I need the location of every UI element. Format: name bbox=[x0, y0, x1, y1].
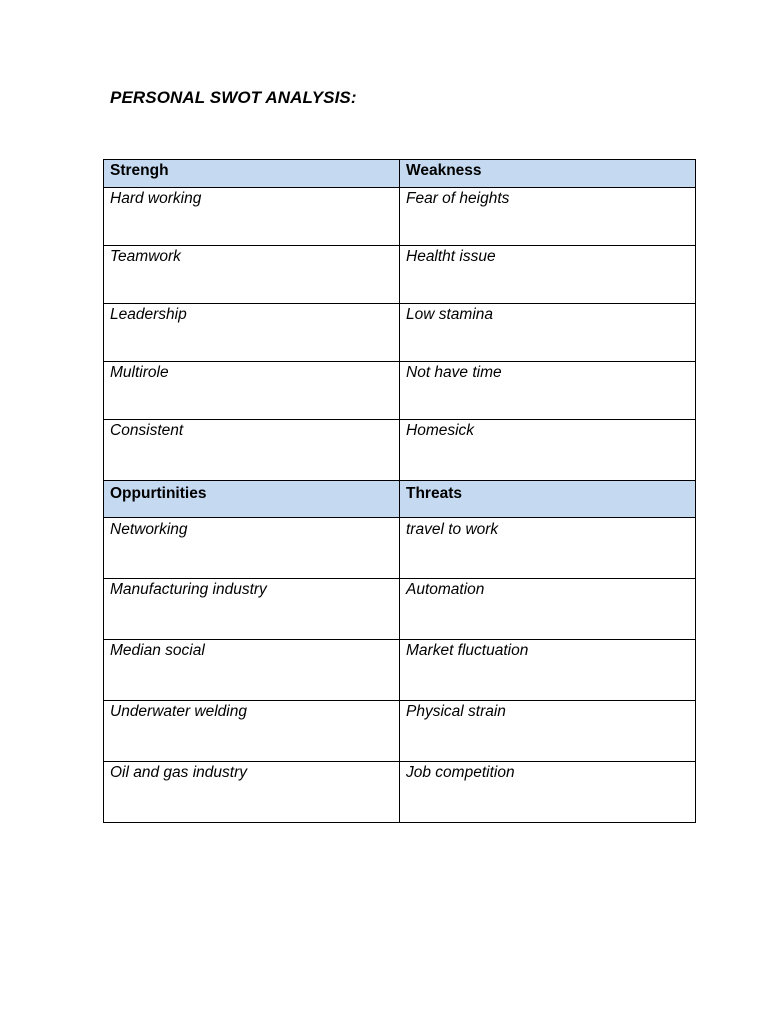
strength-header: Strengh bbox=[104, 160, 400, 188]
page-title: PERSONAL SWOT ANALYSIS: bbox=[110, 88, 357, 107]
threats-header: Threats bbox=[400, 481, 696, 518]
weakness-cell: Homesick bbox=[400, 420, 696, 481]
table-row bbox=[104, 579, 696, 640]
opportunity-cell: Median social bbox=[104, 640, 400, 701]
table-row bbox=[104, 188, 696, 246]
table-row bbox=[104, 762, 696, 823]
weakness-cell: Not have time bbox=[400, 362, 696, 420]
strength-cell: Hard working bbox=[104, 188, 400, 246]
table-row bbox=[104, 362, 696, 420]
weakness-cell: Fear of heights bbox=[400, 188, 696, 246]
strength-cell: Multirole bbox=[104, 362, 400, 420]
table-row bbox=[104, 701, 696, 762]
weakness-cell: Healtht issue bbox=[400, 246, 696, 304]
table-row bbox=[104, 420, 696, 481]
threat-cell: Automation bbox=[400, 579, 696, 640]
strength-cell: Leadership bbox=[104, 304, 400, 362]
opportunity-cell: Manufacturing industry bbox=[104, 579, 400, 640]
threat-cell: Physical strain bbox=[400, 701, 696, 762]
table-row bbox=[104, 518, 696, 579]
table-row bbox=[104, 246, 696, 304]
weakness-header: Weakness bbox=[400, 160, 696, 188]
threat-cell: Job competition bbox=[400, 762, 696, 823]
opportunities-threats-header-row bbox=[104, 481, 696, 518]
strengths-weaknesses-header-row bbox=[104, 160, 696, 188]
threat-cell: Market fluctuation bbox=[400, 640, 696, 701]
table-row bbox=[104, 304, 696, 362]
table-row bbox=[104, 640, 696, 701]
opportunities-header: Oppurtinities bbox=[104, 481, 400, 518]
threat-cell: travel to work bbox=[400, 518, 696, 579]
swot-table bbox=[103, 159, 696, 823]
opportunity-cell: Networking bbox=[104, 518, 400, 579]
opportunity-cell: Underwater welding bbox=[104, 701, 400, 762]
opportunity-cell: Oil and gas industry bbox=[104, 762, 400, 823]
strength-cell: Teamwork bbox=[104, 246, 400, 304]
weakness-cell: Low stamina bbox=[400, 304, 696, 362]
strength-cell: Consistent bbox=[104, 420, 400, 481]
